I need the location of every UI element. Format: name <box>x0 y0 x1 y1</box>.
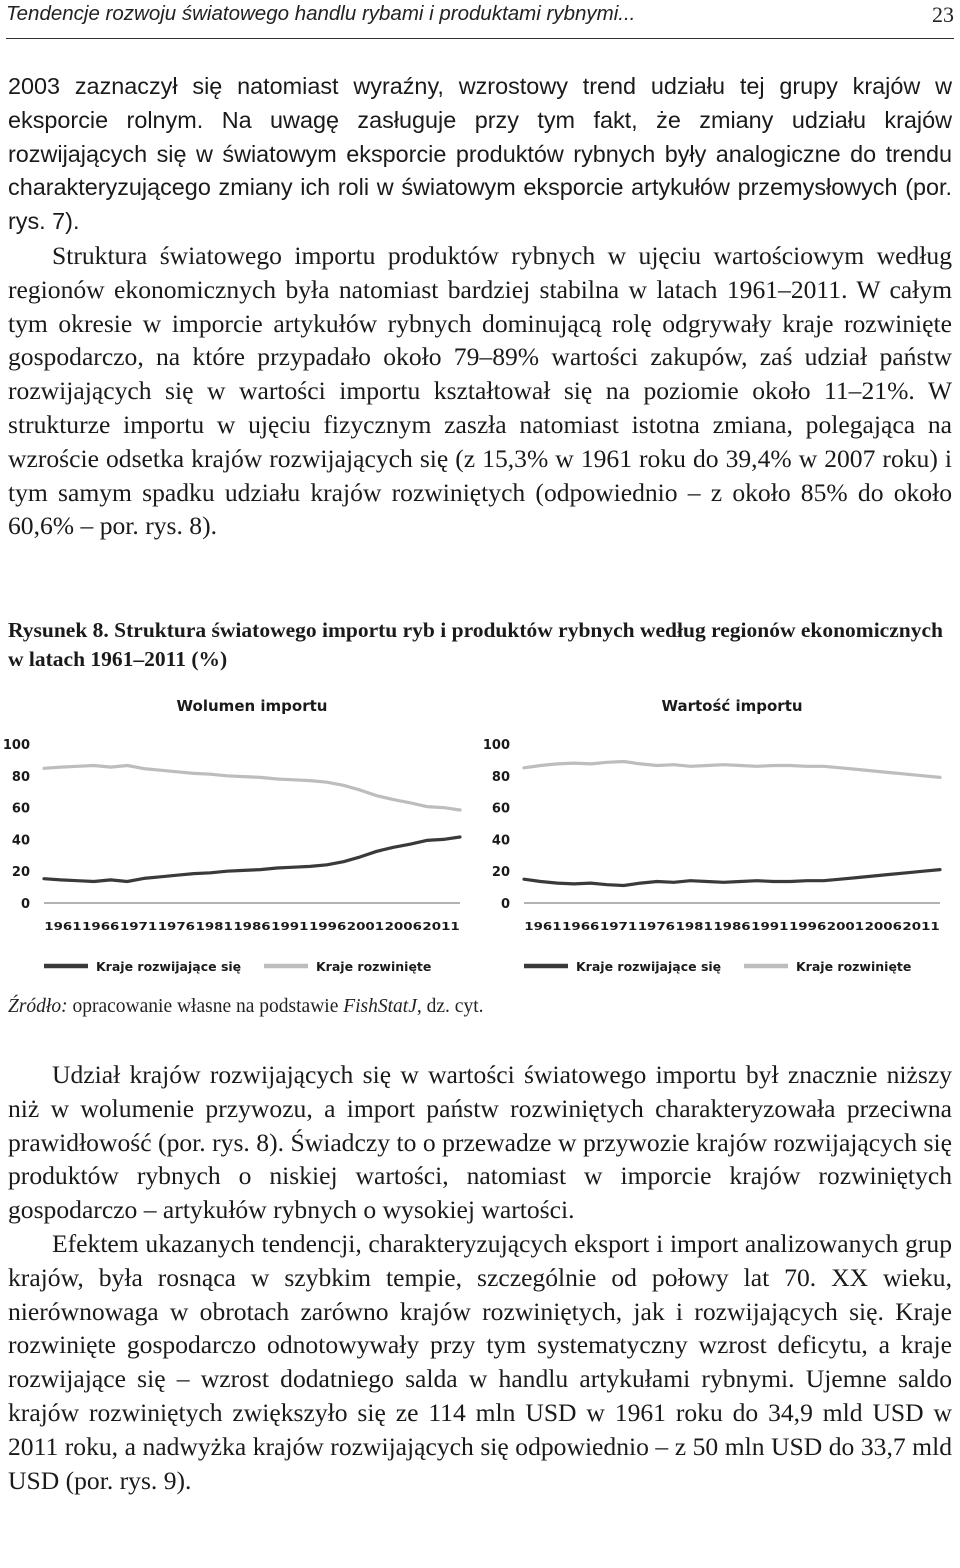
figure-caption: Rysunek 8. Struktura światowego importu ryb i produktów rybnych według regionów ekonomicznych w latach 1961–2011 (%) <box>8 618 943 671</box>
x-tick-label: 1996 <box>788 920 827 933</box>
page-number: 23 <box>932 2 954 27</box>
series-line-1 <box>524 762 940 778</box>
chart-volume-svg <box>0 688 478 978</box>
chart-title: Wolumen importu <box>176 697 328 715</box>
legend-label-0: Kraje rozwijające się <box>576 959 722 974</box>
y-tick-label: 60 <box>11 801 30 817</box>
series-line-1 <box>44 766 460 811</box>
source-text-after: , dz. cyt. <box>416 996 484 1017</box>
text-block-bottom <box>8 1058 952 1497</box>
x-tick-label: 2011 <box>422 920 460 933</box>
y-tick-label: 0 <box>20 897 30 912</box>
source-label: Źródło: <box>8 996 68 1017</box>
source-database: FishStatJ <box>343 996 417 1017</box>
legend-label-0: Kraje rozwijające się <box>96 959 242 974</box>
y-tick-label: 40 <box>491 833 510 849</box>
x-tick-label: 1971 <box>119 920 158 933</box>
x-tick-label: 1971 <box>599 920 638 933</box>
figure-source <box>8 996 484 1018</box>
y-tick-label: 100 <box>482 738 510 753</box>
running-header-title: Tendencje rozwoju światowego handlu rybami i produktami rybnymi... <box>6 2 636 25</box>
y-tick-label: 20 <box>491 865 510 881</box>
paragraph-2: Struktura światowego importu produktów rybnych w ujęciu wartościowym według regionów ekonomicznych była natomiast bardziej stabilna w latach 1961–2011. W całym tym okresie w imporcie artykułów rybnych dominującą rolę odgrywały kraje rozwinięte gospodarczo, na które przypadało około 79–89% wartości zakupów, zaś udział państw rozwijających się w wartości importu kształtował się na poziomie około 11–21%. W strukturze importu w ujęciu fizycznym zaszła natomiast istotna zmiana, polegająca na wzroście odsetka krajów rozwijających się (z 15,3% w 1961 roku do 39,4% w 2007 roku) i tym samym spadku udziału krajów rozwiniętych (odpowiednio – z około 85% do około 60,6% – por. rys. 8). <box>8 240 952 541</box>
x-tick-label: 2011 <box>902 920 940 933</box>
paragraph-4: Efektem ukazanych tendencji, charakteryzujących eksport i import analizowanych grup krajów, była rosnąca w szybkim tempie, szczególnie od połowy lat 70. XX wieku, nierównowaga w obrotach zarówno krajów rozwiniętych, jak i rozwijających się. Kraje rozwinięte gospodarczo odnotowywały przy tym systematyczny wzrost deficytu, a kraje rozwijające się – wzrost dodatniego salda w handlu artykułami rybnymi. Ujemne saldo krajów rozwiniętych zwiększyło się ze 114 mln USD w 1961 roku do 34,9 mld USD w 2011 roku, a nadwyżka krajów rozwijających się odpowiednio – z 50 mln USD do 33,7 mld USD (por. rys. 9). <box>8 1228 952 1495</box>
x-tick-label: 1981 <box>675 920 713 933</box>
chart-value <box>480 688 958 978</box>
source-text-before: opracowanie własne na podstawie <box>67 996 344 1017</box>
x-tick-label: 1976 <box>157 920 196 933</box>
running-header <box>6 2 954 32</box>
y-tick-label: 80 <box>11 769 30 785</box>
y-tick-label: 40 <box>11 833 30 849</box>
x-tick-label: 1961 <box>44 920 82 933</box>
y-tick-label: 20 <box>11 865 30 881</box>
x-tick-label: 1986 <box>233 920 272 933</box>
series-line-0 <box>44 837 460 882</box>
chart-volume <box>0 688 478 978</box>
y-tick-label: 0 <box>500 897 510 912</box>
paragraph-3: Udział krajów rozwijających się w wartości światowego importu był znacznie niższy niż w wolumenie przywozu, a import państw rozwiniętych charakteryzowała przeciwna prawidłowość (por. rys. 8). Świadczy to o przewadze w przywozie krajów rozwijających się produktów rybnych o niskiej wartości, natomiast w imporcie krajów rozwiniętych gospodarczo – artykułów rybnych o wysokiej wartości. <box>8 1060 952 1225</box>
x-tick-label: 1981 <box>195 920 233 933</box>
x-tick-label: 2006 <box>864 920 903 933</box>
x-tick-label: 1966 <box>82 920 120 933</box>
x-tick-label: 2001 <box>826 920 865 933</box>
x-tick-label: 1991 <box>271 920 309 933</box>
y-tick-label: 100 <box>2 738 30 753</box>
x-tick-label: 1966 <box>562 920 600 933</box>
x-tick-label: 2006 <box>384 920 423 933</box>
x-tick-label: 1986 <box>713 920 752 933</box>
paragraph-1: 2003 zaznaczył się natomiast wyraźny, wzrostowy trend udziału tej grupy krajów w eksporcie rolnym. Na uwagę zasługuje przy tym fakt, że zmiany udziału krajów rozwijających się w światowym eksporcie produktów rybnych były analogiczne do trendu charakteryzującego zmiany ich roli w światowym eksporcie artykułów przemysłowych (por. rys. 7). <box>8 73 952 235</box>
text-block-top <box>8 70 952 543</box>
x-tick-label: 1976 <box>637 920 676 933</box>
chart-title: Wartość importu <box>661 697 803 715</box>
x-tick-label: 1991 <box>751 920 789 933</box>
x-tick-label: 2001 <box>346 920 385 933</box>
x-tick-label: 1961 <box>524 920 562 933</box>
header-rule <box>6 38 954 39</box>
y-tick-label: 80 <box>491 769 510 785</box>
y-tick-label: 60 <box>491 801 510 817</box>
x-tick-label: 1996 <box>308 920 347 933</box>
legend-label-1: Kraje rozwinięte <box>316 959 432 974</box>
chart-value-svg <box>480 688 958 978</box>
legend-label-1: Kraje rozwinięte <box>796 959 912 974</box>
series-line-0 <box>524 870 940 886</box>
